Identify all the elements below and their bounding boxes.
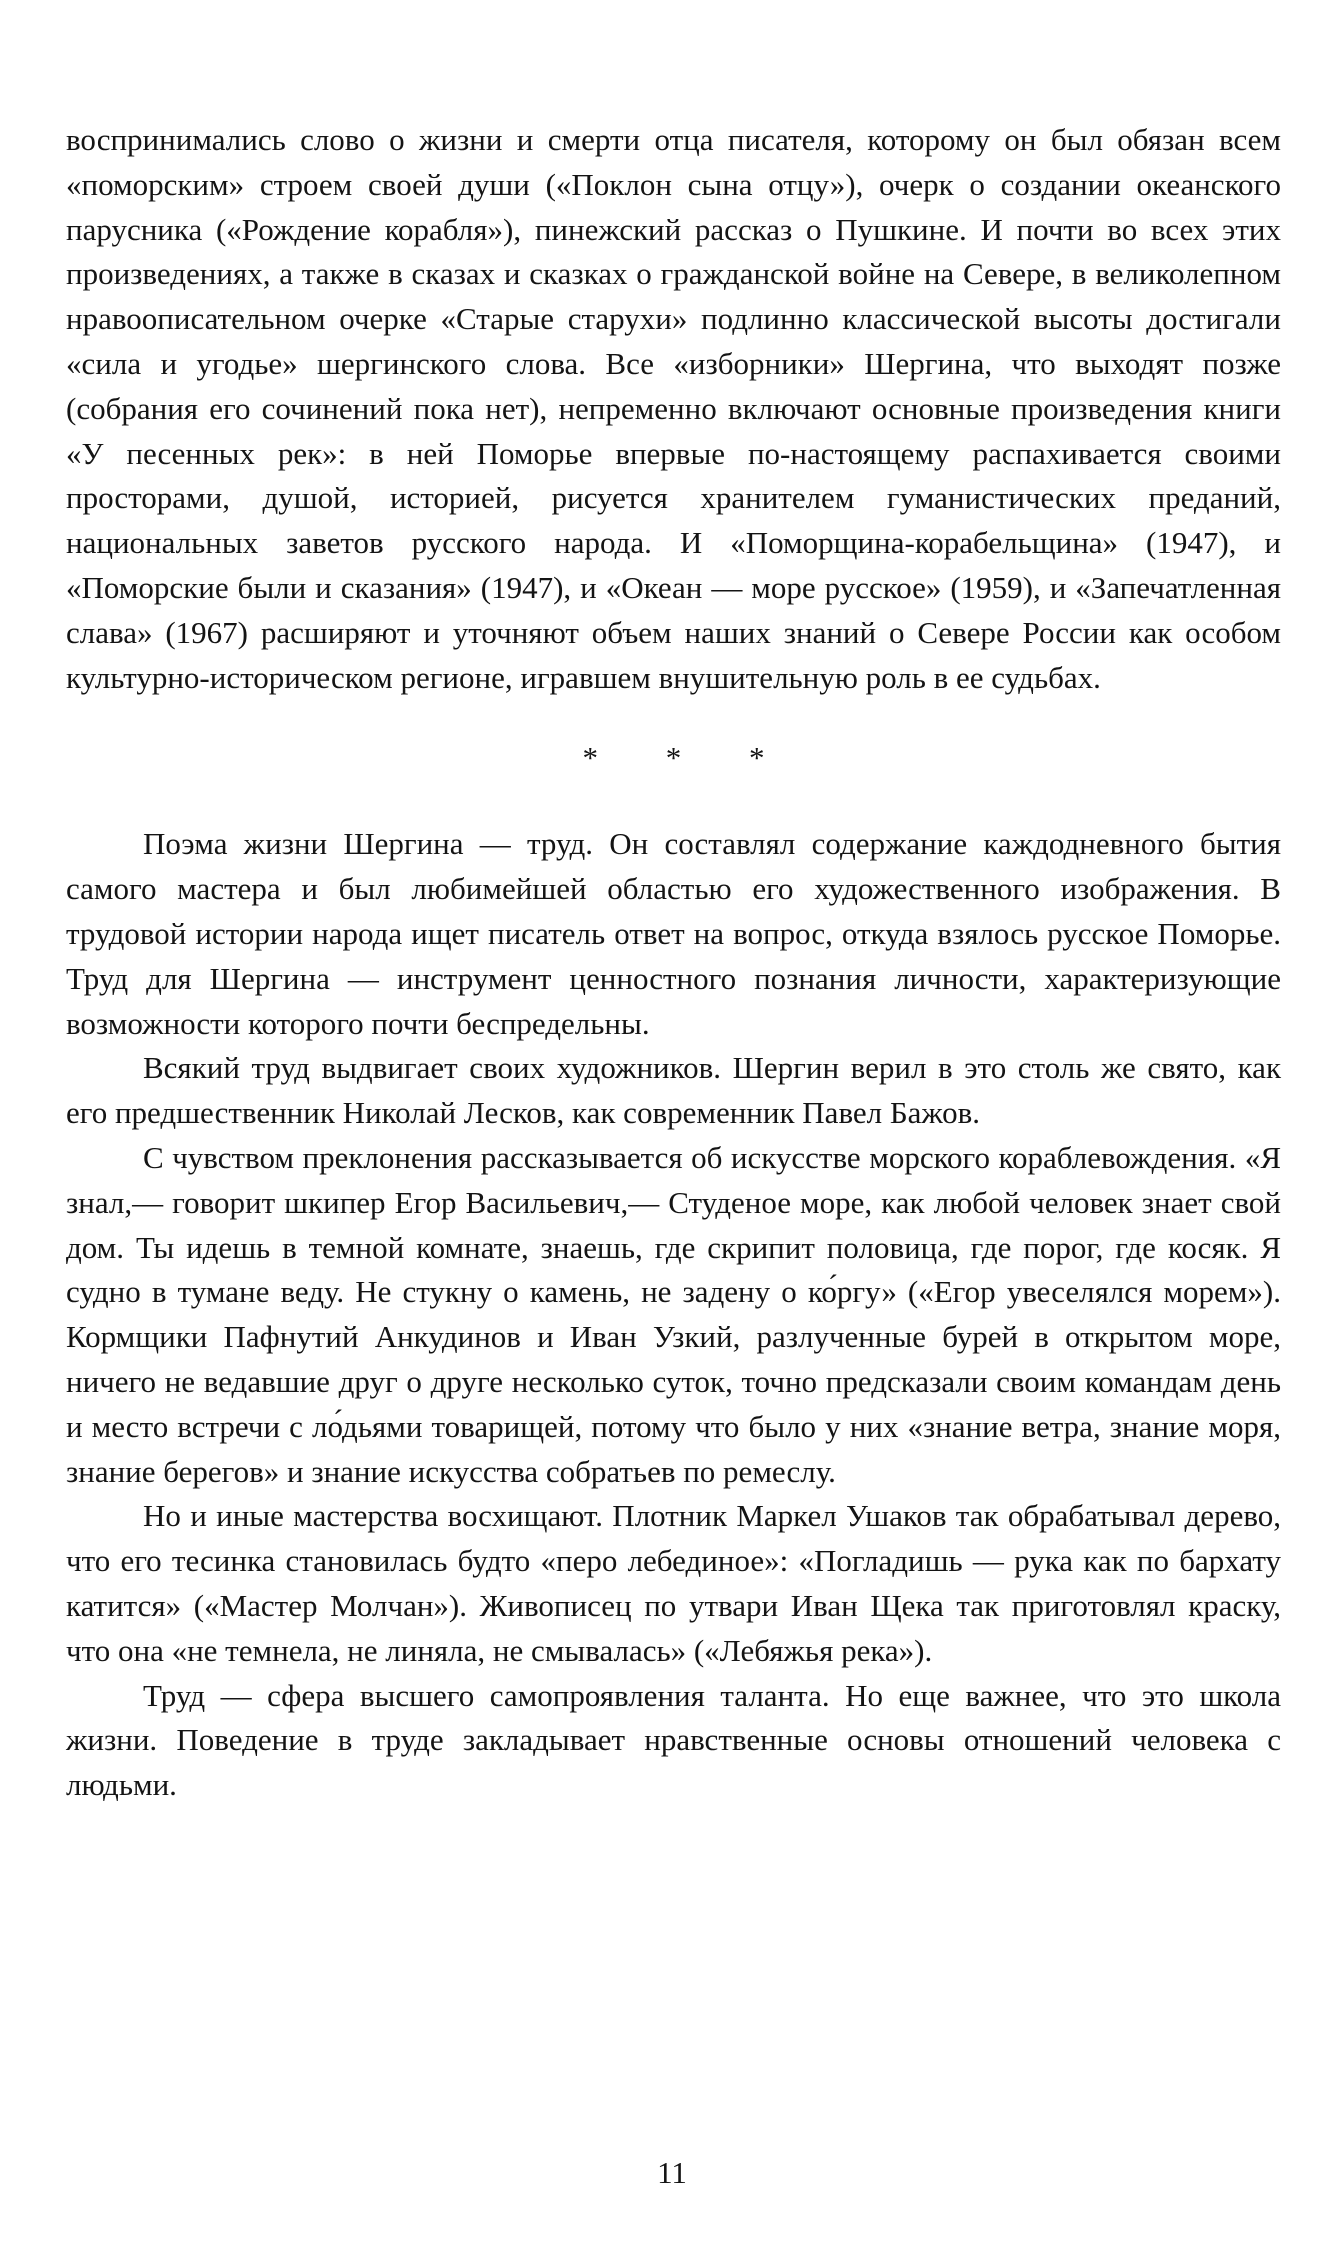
page-body xyxy=(66,118,1281,1808)
paragraph-artists-of-labor: Всякий труд выдвигает своих художников. Шергин верил в это столь же свято, как его предшественник Николай Лесков, как современник Павел Бажов. xyxy=(66,1050,1281,1131)
section-separator: * * * xyxy=(582,740,795,776)
paragraph-labor-poem: Поэма жизни Шергина — труд. Он составлял содержание каждодневного бытия самого мастера и был любимейшей областью его художественного изображения. В трудовой истории народа ищет писатель ответ на вопрос, откуда взялось русское Поморье. Труд для Шергина — инструмент ценностного познания личности, характеризующие возможности которого почти беспредельны. xyxy=(66,826,1281,1041)
paragraph-continuation: воспринимались слово о жизни и смерти отца писателя, которому он был обязан всем «поморским» строем своей души («Поклон сына отцу»), очерк о создании океанского парусника («Рождение корабля»), пинежский рассказ о Пушкине. И почти во всех этих произведениях, а также в сказах и сказках о гражданской войне на Севере, в великолепном нравоописательном очерке «Старые старухи» подлинно классической высоты достигали «сила и угодье» шергинского слова. Все «изборники» Шергина, что выходят позже (собрания его сочинений пока нет), непременно включают основные произведения книги «У песенных рек»: в ней Поморье впервые по-настоящему распахивается своими просторами, душой, историей, рисуется хранителем гуманистических преданий, национальных заветов русского народа. И «Поморщина-корабельщина» (1947), и «Поморские были и сказания» (1947), и «Океан — море русское» (1959), и «Запечатленная слава» (1967) расширяют и уточняют объем наших знаний о Севере России как особом культурно-историческом регионе, игравшем внушительную роль в ее судьбах. xyxy=(66,122,1281,695)
page-number: 11 xyxy=(657,2155,687,2190)
paragraph-school-of-life: Труд — сфера высшего самопроявления таланта. Но еще важнее, что это школа жизни. Поведение в труде закладывает нравственные основы отношений человека с людьми. xyxy=(66,1677,1281,1803)
paragraph-crafts: Но и иные мастерства восхищают. Плотник Маркел Ушаков так обрабатывал дерево, что его тесинка становилась будто «перо лебединое»: «Погладишь — рука как по бархату катится» («Мастер Молчан»). Живописец по утвари Иван Щека так приготовлял краску, что она «не темнела, не линяла, не смывалась» («Лебяжья река»). xyxy=(66,1498,1281,1668)
paragraph-navigation: С чувством преклонения рассказывается об искусстве морского кораблевождения. «Я знал,— говорит шкипер Егор Васильевич,— Студеное море, как любой человек знает свой дом. Ты идешь в темной комнате, знаешь, где скрипит половица, где порог, где косяк. Я судно в тумане веду. Не стукну о камень, не задену о ко́ргу» («Егор увеселялся морем»). Кормщики Пафнутий Анкудинов и Иван Узкий, разлученные бурей в открытом море, ничего не ведавшие друг о друге несколько суток, точно предсказали своим командам день и место встречи с ло́дьями товарищей, потому что было у них «знание ветра, знание моря, знание берегов» и знание искусства собратьев по ремеслу. xyxy=(66,1139,1281,1489)
separator-gap xyxy=(66,782,1281,822)
